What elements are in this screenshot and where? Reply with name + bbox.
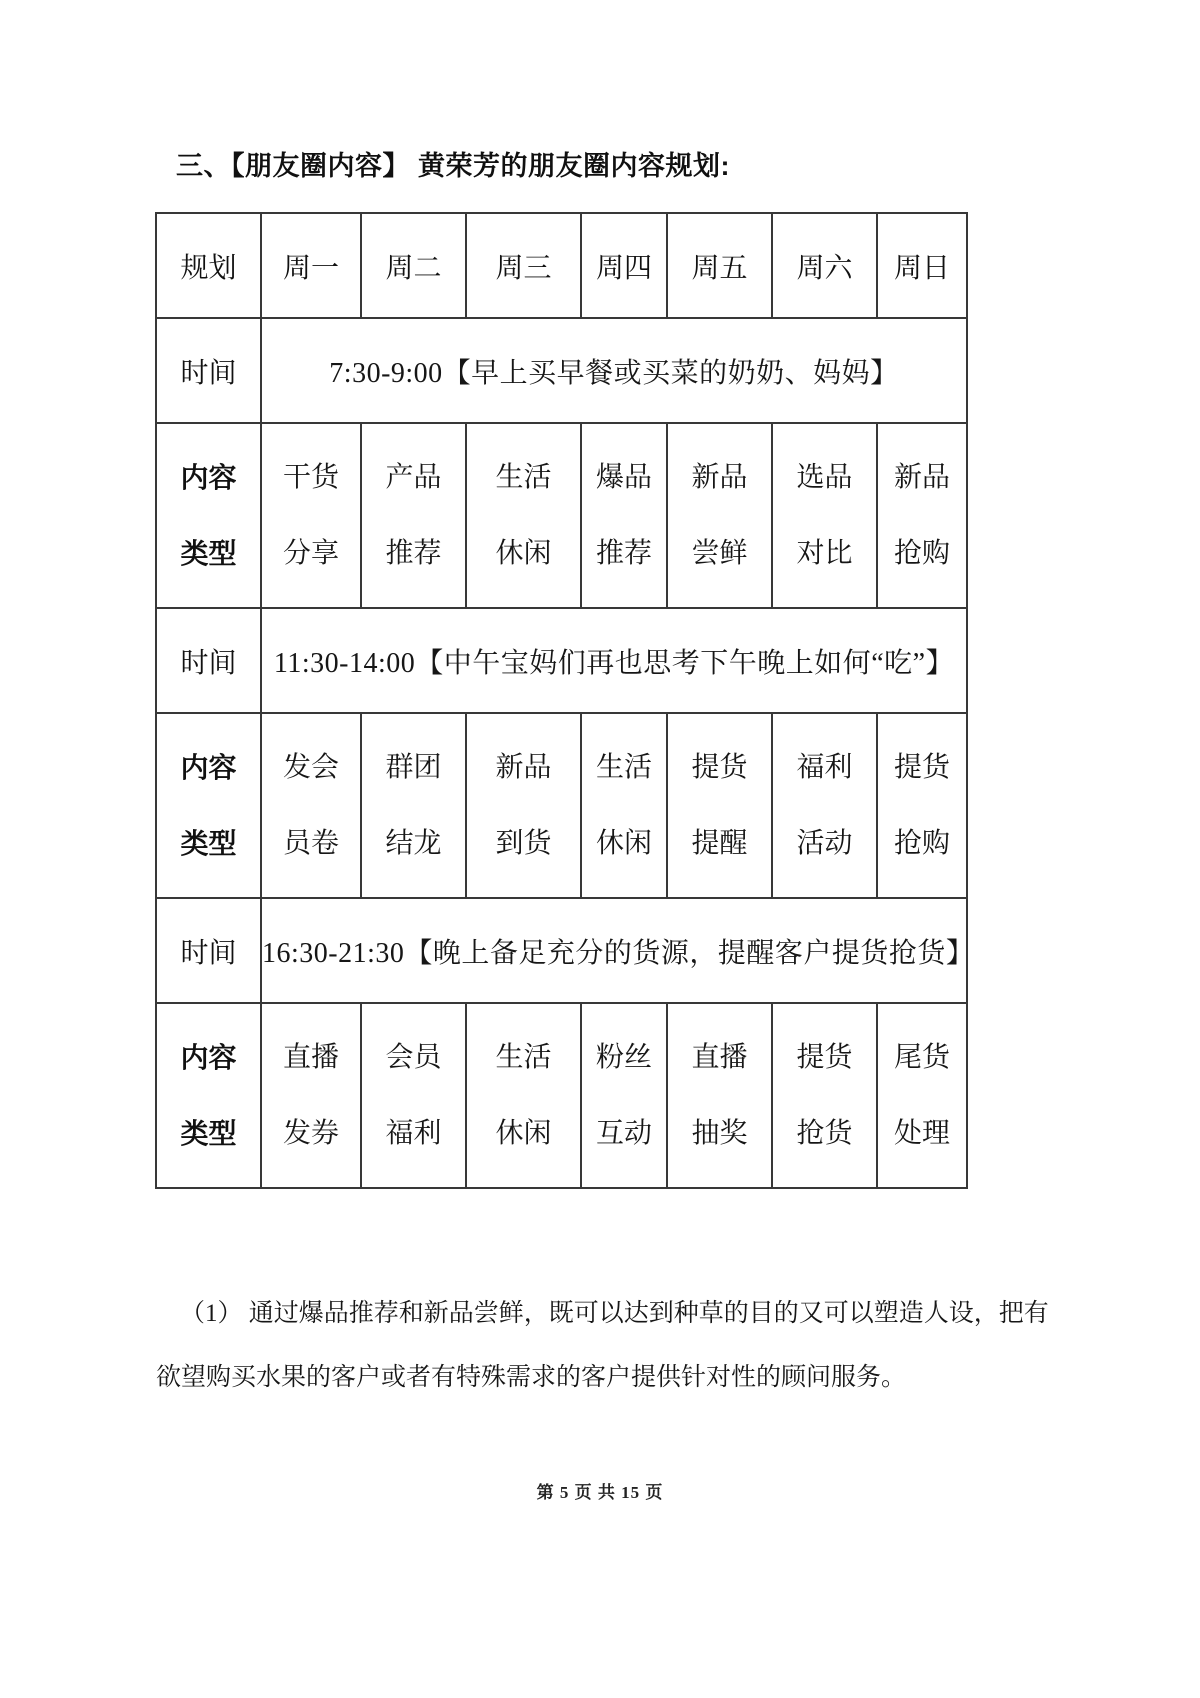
content-cell-line: 产品: [385, 461, 442, 493]
content-cell: [772, 1003, 877, 1188]
content-cell-line: 福利: [385, 1117, 442, 1149]
content-cell-line: 休闲: [595, 827, 652, 859]
content-cell: [667, 423, 772, 608]
content-cell-line: 休闲: [495, 1117, 552, 1149]
content-cell: [581, 1003, 667, 1188]
content-cell-line: 干货: [282, 461, 339, 493]
header-cell-sunday: 周日: [877, 213, 967, 318]
content-cell-line: 对比: [796, 537, 853, 569]
content-cell: [877, 713, 967, 898]
time-row-label: 时间: [156, 608, 261, 713]
content-cell-line: 抢购: [893, 537, 950, 569]
content-cell: [667, 1003, 772, 1188]
time-slot-text-noon: 11:30-14:00【中午宝妈们再也思考下午晚上如何“吃”】: [261, 608, 967, 713]
header-cell-plan: 规划: [156, 213, 261, 318]
content-cell: [361, 423, 466, 608]
content-cell-line: 生活: [495, 1041, 552, 1073]
content-cell: [772, 423, 877, 608]
content-cell-line: 推荐: [595, 537, 652, 569]
content-cell-line: 生活: [495, 461, 552, 493]
content-cell-line: 休闲: [495, 537, 552, 569]
content-cell-line: 爆品: [595, 461, 652, 493]
content-type-label: [156, 713, 261, 898]
content-cell-line: 结龙: [385, 827, 442, 859]
content-cell-line: 新品: [495, 751, 552, 783]
content-cell-line: 提货: [893, 751, 950, 783]
content-cell: [772, 713, 877, 898]
content-cell-line: 互动: [595, 1117, 652, 1149]
content-type-label: [156, 423, 261, 608]
time-row-evening: [156, 898, 967, 1003]
content-cell-line: 到货: [495, 827, 552, 859]
content-cell-line: 推荐: [385, 537, 442, 569]
content-cell-line: 提货: [691, 751, 748, 783]
content-cell-line: 选品: [796, 461, 853, 493]
page-number-footer: 第 5 页 共 15 页: [536, 1483, 664, 1502]
header-cell-thursday: 周四: [581, 213, 667, 318]
content-label-line: 内容: [180, 1041, 237, 1073]
content-cell: [877, 423, 967, 608]
content-cell: [261, 423, 361, 608]
content-cell: [466, 713, 581, 898]
time-row-label: 时间: [156, 898, 261, 1003]
content-cell: [877, 1003, 967, 1188]
content-row-noon: [156, 713, 967, 898]
content-cell: [667, 713, 772, 898]
content-cell-line: 处理: [893, 1117, 950, 1149]
header-cell-wednesday: 周三: [466, 213, 581, 318]
content-cell-line: 生活: [595, 751, 652, 783]
content-cell-line: 分享: [282, 537, 339, 569]
content-cell: [361, 713, 466, 898]
content-cell-line: 群团: [385, 751, 442, 783]
content-cell-line: 抢购: [893, 827, 950, 859]
content-cell-line: 发会: [282, 751, 339, 783]
content-label-line: 类型: [180, 537, 237, 569]
header-cell-monday: 周一: [261, 213, 361, 318]
content-cell-line: 提醒: [691, 827, 748, 859]
content-cell-line: 福利: [796, 751, 853, 783]
content-label-line: 类型: [180, 827, 237, 859]
table-header-row: [156, 213, 967, 318]
header-cell-friday: 周五: [667, 213, 772, 318]
time-row-morning: [156, 318, 967, 423]
content-cell-line: 抢货: [796, 1117, 853, 1149]
content-cell-line: 员卷: [282, 827, 339, 859]
time-slot-text-morning: 7:30-9:00【早上买早餐或买菜的奶奶、妈妈】: [261, 318, 967, 423]
content-cell: [581, 713, 667, 898]
content-label-line: 内容: [180, 461, 237, 493]
content-cell-line: 发券: [282, 1117, 339, 1149]
content-type-label: [156, 1003, 261, 1188]
content-cell: [581, 423, 667, 608]
content-cell-line: 粉丝: [595, 1041, 652, 1073]
content-cell-line: 抽奖: [691, 1117, 748, 1149]
content-cell: [261, 1003, 361, 1188]
time-row-label: 时间: [156, 318, 261, 423]
content-cell-line: 活动: [796, 827, 853, 859]
content-cell-line: 提货: [796, 1041, 853, 1073]
content-cell-line: 新品: [691, 461, 748, 493]
content-cell-line: 会员: [385, 1041, 442, 1073]
time-row-noon: [156, 608, 967, 713]
content-cell: [466, 1003, 581, 1188]
section-heading: 三、【朋友圈内容】 黄荣芳的朋友圈内容规划:: [176, 151, 730, 181]
content-label-line: 内容: [180, 751, 237, 783]
content-cell-line: 直播: [691, 1041, 748, 1073]
time-slot-text-evening: 16:30-21:30【晚上备足充分的货源，提醒客户提货抢货】: [261, 898, 967, 1003]
content-row-evening: [156, 1003, 967, 1188]
note-paragraph: （1） 通过爆品推荐和新品尝鲜，既可以达到种草的目的又可以塑造人设，把有欲望购买水果的客户或者有特殊需求的客户提供针对性的顾问服务。: [156, 1300, 1049, 1391]
header-cell-saturday: 周六: [772, 213, 877, 318]
content-row-morning: [156, 423, 967, 608]
content-cell: [261, 713, 361, 898]
content-cell: [466, 423, 581, 608]
content-cell: [361, 1003, 466, 1188]
content-label-line: 类型: [180, 1117, 237, 1149]
content-plan-table: [155, 212, 975, 1189]
content-cell-line: 尾货: [893, 1041, 950, 1073]
header-cell-tuesday: 周二: [361, 213, 466, 318]
content-cell-line: 尝鲜: [691, 537, 748, 569]
content-cell-line: 新品: [893, 461, 950, 493]
content-cell-line: 直播: [282, 1041, 339, 1073]
